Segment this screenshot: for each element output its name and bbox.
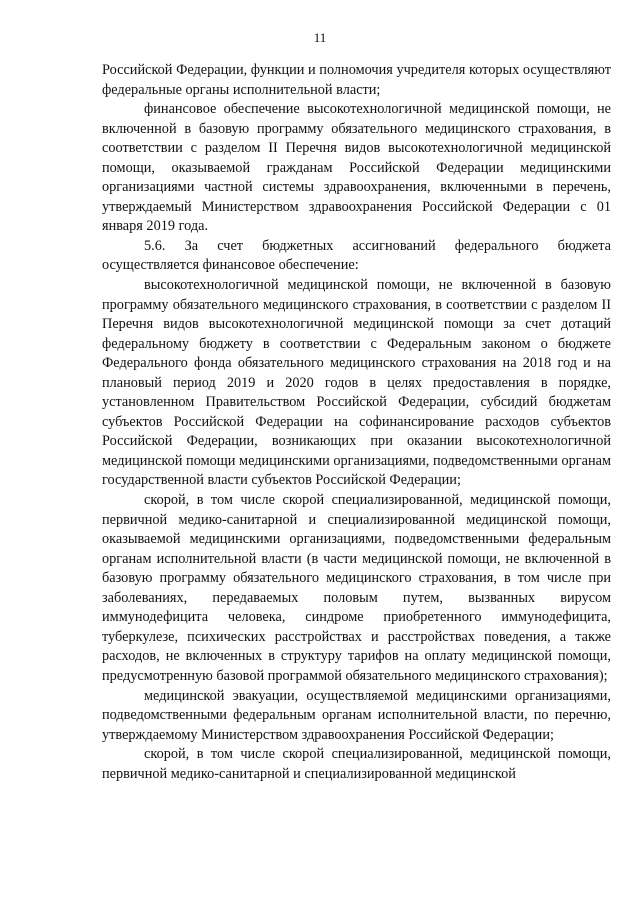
paragraph-continued: скорой, в том числе скорой специализированной, медицинской помощи, первичной медико-санитарной и специализированной медицинской [102, 746, 611, 782]
paragraph: 5.6. За счет бюджетных ассигнований федерального бюджета осуществляется финансовое обеспечение: [102, 237, 611, 274]
paragraph: высокотехнологичной медицинской помощи, не включенной в базовую программу обязательного медицинского страхования, в соответствии с разделом II Перечня видов высокотехнологичной медицинской помощи за счет дотаций федеральному бюджету в соответствии с Федеральным законом о бюджете Федерального фонда обязательного медицинского страхования на 2018 год и на плановый период 2019 и 2020 годов в целях предоставления в порядке, установленном Правительством Российской Федерации, субсидий бюджетам субъектов Российской Федерации на софинансирование расходов субъектов Российской Федерации, возникающих при оказании высокотехнологичной медицинской помощи медицинскими организациями, подведомственными органам государственной власти субъектов Российской Федерации; [102, 277, 611, 489]
paragraph: финансовое обеспечение высокотехнологичной медицинской помощи, не включенной в базовую программу обязательного медицинского страхования, в соответствии с разделом II Перечня видов высокотехнологичной медицинской помощи, оказываемой гражданам Российской Федерации медицинскими организациями частной системы здравоохранения, включенными в перечень, утверждаемый Министерством здравоохранения Российской Федерации с 01 января 2019 года. [102, 101, 611, 235]
page-number: 11 [313, 30, 327, 45]
document-body [102, 61, 611, 784]
paragraph: медицинской эвакуации, осуществляемой медицинскими организациями, подведомственными федеральным органам исполнительной власти, по перечню, утверждаемому Министерством здравоохранения Российской Федерации; [102, 687, 611, 743]
paragraph: скорой, в том числе скорой специализированной, медицинской помощи, первичной медико-санитарной и специализированной медицинской помощи, оказываемой медицинскими организациями, подведомственными федеральным органам исполнительной власти (в части медицинской помощи, не включенной в базовую программу обязательного медицинского страхования, в том числе при заболеваниях, передаваемых половым путем, вызванных вирусом иммунодефицита человека, синдроме приобретенного иммунодефицита, туберкулезе, психических расстройствах и расстройствах поведения, а также расходов, не включенных в структуру тарифов на оплату медицинской помощи, предусмотренную базовой программой обязательного медицинского страхования); [102, 492, 611, 684]
paragraph: Российской Федерации, функции и полномочия учредителя которых осуществляют федеральные органы исполнительной власти; [102, 62, 611, 98]
